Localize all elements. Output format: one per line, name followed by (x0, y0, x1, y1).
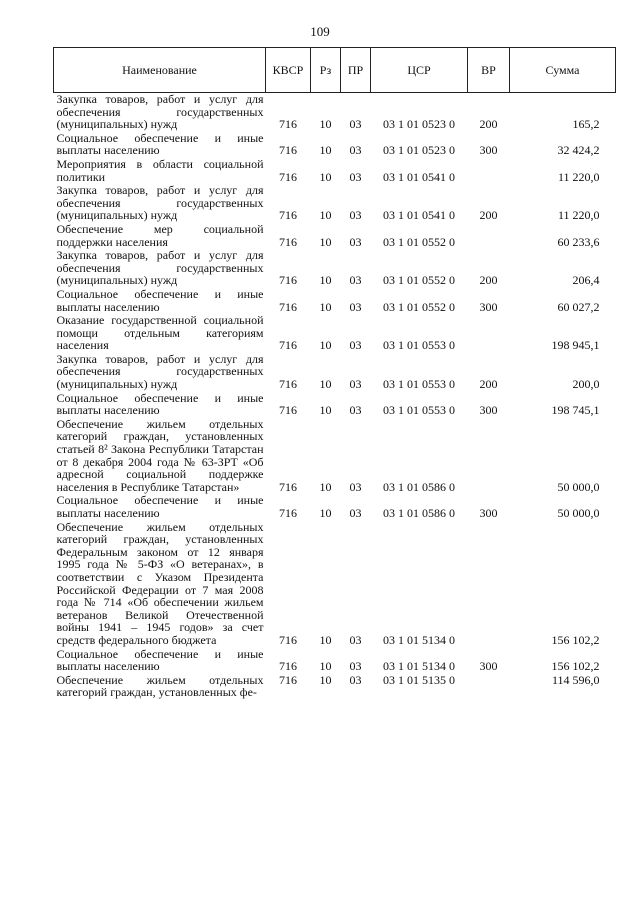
cell-vr (468, 223, 510, 249)
cell-vr: 300 (479, 403, 498, 418)
cell-kvsr: 716 (279, 338, 297, 353)
table-row (54, 184, 616, 223)
cell-csr: 03 1 01 0553 0 (383, 338, 455, 353)
table-row (54, 132, 616, 158)
cell-csr: 03 1 01 0586 0 (383, 479, 455, 494)
cell-sum: 50 000,0 (557, 479, 600, 494)
cell-name: Социальное обеспечение и иные выплаты населению (56, 493, 264, 520)
cell-name: Социальное обеспечение и иные выплаты населению (56, 390, 264, 418)
header-sum: Сумма (510, 48, 616, 93)
cell-rz: 10 (319, 234, 332, 249)
cell-pr: 03 (349, 632, 362, 647)
cell-sum: 198 745,1 (551, 403, 600, 418)
cell-sum: 50 000,0 (557, 506, 600, 520)
cell-vr (468, 521, 510, 648)
cell-pr: 03 (349, 377, 362, 392)
cell-pr: 03 (349, 506, 362, 520)
cell-kvsr: 716 (279, 273, 297, 288)
cell-kvsr: 716 (279, 672, 297, 687)
cell-csr: 03 1 01 5135 0 (383, 672, 455, 687)
cell-csr: 03 1 01 0586 0 (383, 506, 455, 520)
cell-rz: 10 (319, 273, 332, 288)
cell-pr: 03 (349, 234, 362, 249)
cell-pr: 03 (349, 169, 362, 184)
cell-pr: 03 (349, 479, 362, 494)
cell-csr: 03 1 01 5134 0 (383, 632, 455, 647)
cell-vr (468, 314, 510, 353)
cell-kvsr: 716 (279, 403, 297, 418)
cell-csr: 03 1 01 0552 0 (383, 234, 455, 249)
cell-name: Обеспечение жильем отдельных категорий граждан, установленных Федеральным законом от 12 января 1995 года № 5-ФЗ «О ветеранах», в соответствии с Указом Президента Российской Федерации от 7 мая 2008 года № 714 «Об обеспечении жильем ветеранов Великой Отечественной войны 1941 – 1945 годов» за счет средств федерального бюджета (56, 519, 264, 647)
budget-table (53, 47, 616, 700)
cell-vr (468, 418, 510, 495)
cell-vr: 300 (479, 506, 498, 520)
cell-rz: 10 (319, 506, 332, 520)
table-header-row (54, 48, 616, 93)
cell-pr: 03 (349, 299, 362, 314)
cell-rz: 10 (319, 169, 332, 184)
table-row (54, 288, 616, 314)
cell-pr: 03 (349, 208, 362, 223)
cell-kvsr: 716 (279, 632, 297, 647)
cell-sum: 60 027,2 (557, 299, 600, 314)
page-number: 109 (310, 24, 330, 39)
cell-sum: 114 596,0 (551, 672, 600, 687)
table-row (54, 674, 616, 700)
cell-csr: 03 1 01 0523 0 (383, 117, 455, 132)
cell-kvsr: 716 (279, 299, 297, 314)
cell-rz: 10 (319, 659, 332, 674)
table-row (54, 521, 616, 648)
cell-rz: 10 (319, 143, 332, 158)
table-row (54, 249, 616, 288)
cell-kvsr: 716 (279, 143, 297, 158)
header-pr: ПР (341, 48, 371, 93)
header-kvsr: КВСР (266, 48, 311, 93)
cell-csr: 03 1 01 0552 0 (383, 299, 455, 314)
cell-pr: 03 (349, 338, 362, 353)
cell-name: Обеспечение жильем отдельных категорий граждан, установленных фе- (56, 672, 264, 700)
cell-sum: 198 945,1 (551, 338, 600, 353)
cell-csr: 03 1 01 0552 0 (383, 273, 455, 288)
table-row (54, 392, 616, 418)
table-row (54, 418, 616, 495)
table-row (54, 223, 616, 249)
cell-name: Закупка товаров, работ и услуг для обеспечения государственных (муниципальных) нужд (56, 248, 264, 288)
cell-sum: 206,4 (572, 273, 600, 288)
cell-name: Закупка товаров, работ и услуг для обеспечения государственных (муниципальных) нужд (56, 351, 264, 392)
cell-sum: 11 220,0 (557, 208, 600, 223)
cell-pr: 03 (349, 273, 362, 288)
cell-name: Обеспечение жильем отдельных категорий граждан, установленных статьей 8² Закона Республики Татарстан от 8 декабря 2004 года № 63-ЗРТ «Об адресной социальной поддержке населения в Республике Татарстан» (56, 416, 264, 494)
cell-kvsr: 716 (279, 377, 297, 392)
cell-csr: 03 1 01 0523 0 (383, 143, 455, 158)
cell-kvsr: 716 (279, 479, 297, 494)
cell-rz: 10 (319, 208, 332, 223)
cell-rz: 10 (319, 632, 332, 647)
cell-csr: 03 1 01 5134 0 (383, 659, 455, 674)
cell-rz: 10 (319, 403, 332, 418)
cell-csr: 03 1 01 0541 0 (383, 208, 455, 223)
cell-sum: 11 220,0 (557, 169, 600, 184)
table-row (54, 158, 616, 184)
cell-name: Закупка товаров, работ и услуг для обеспечения государственных (муниципальных) нужд (56, 183, 264, 223)
cell-name: Обеспечение мер социальной поддержки населения (56, 221, 264, 249)
cell-kvsr: 716 (279, 208, 297, 223)
cell-sum: 200,0 (572, 377, 600, 392)
cell-rz: 10 (319, 299, 332, 314)
cell-rz: 10 (319, 338, 332, 353)
table-row (54, 93, 616, 132)
cell-sum: 60 233,6 (557, 234, 600, 249)
table-row (54, 353, 616, 392)
cell-sum: 156 102,2 (551, 632, 600, 647)
cell-pr: 03 (349, 672, 362, 687)
table-row (54, 648, 616, 674)
cell-kvsr: 716 (279, 169, 297, 184)
cell-kvsr: 716 (279, 506, 297, 520)
cell-csr: 03 1 01 0541 0 (383, 169, 455, 184)
cell-name: Мероприятия в области социальной политики (56, 156, 264, 184)
cell-kvsr: 716 (279, 234, 297, 249)
header-vr: ВР (468, 48, 510, 93)
cell-name: Социальное обеспечение и иные выплаты населению (56, 646, 264, 674)
cell-kvsr: 716 (279, 659, 297, 674)
cell-vr: 300 (479, 299, 498, 314)
cell-vr (468, 674, 510, 700)
cell-pr: 03 (349, 117, 362, 132)
cell-sum: 156 102,2 (551, 659, 600, 674)
cell-rz: 10 (319, 117, 332, 132)
cell-rz: 10 (319, 377, 332, 392)
cell-vr: 300 (479, 143, 498, 158)
header-rz: Рз (311, 48, 341, 93)
header-name: Наименование (54, 48, 266, 93)
cell-pr: 03 (349, 143, 362, 158)
table-row (54, 314, 616, 353)
cell-name: Социальное обеспечение и иные выплаты населению (56, 286, 264, 314)
cell-vr: 200 (479, 377, 498, 392)
cell-sum: 32 424,2 (557, 143, 600, 158)
cell-vr: 200 (479, 208, 498, 223)
cell-vr (468, 158, 510, 184)
cell-rz: 10 (319, 672, 332, 687)
header-csr: ЦСР (371, 48, 468, 93)
cell-name: Социальное обеспечение и иные выплаты населению (56, 130, 264, 158)
cell-vr: 300 (479, 659, 498, 674)
cell-pr: 03 (349, 403, 362, 418)
cell-csr: 03 1 01 0553 0 (383, 403, 455, 418)
cell-pr: 03 (349, 659, 362, 674)
cell-name: Закупка товаров, работ и услуг для обеспечения государственных (муниципальных) нужд (56, 92, 264, 132)
cell-rz: 10 (319, 479, 332, 494)
cell-kvsr: 716 (279, 117, 297, 132)
cell-vr: 200 (479, 117, 498, 132)
cell-sum: 165,2 (572, 117, 600, 132)
cell-name: Оказание государственной социальной помощи отдельным категориям населения (56, 313, 264, 353)
table-row (54, 494, 616, 520)
cell-vr: 200 (479, 273, 498, 288)
cell-csr: 03 1 01 0553 0 (383, 377, 455, 392)
